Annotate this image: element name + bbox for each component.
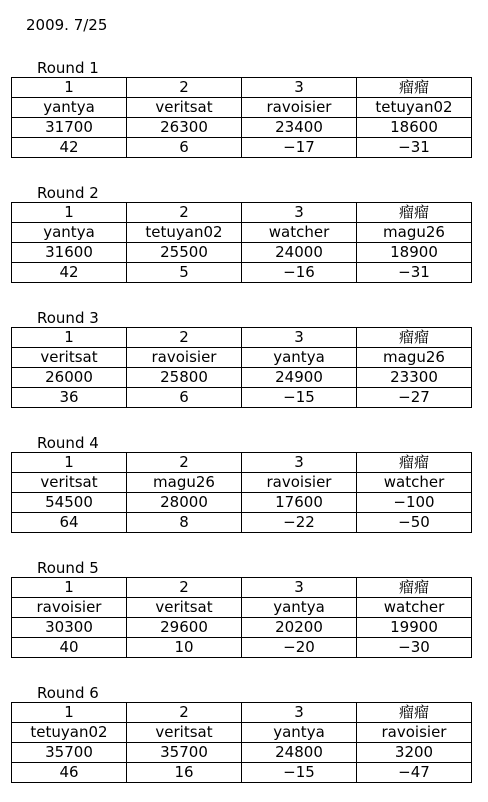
rank-cell: 瘤瘤 [357,78,472,98]
round-table [11,702,472,783]
rank-cell: 1 [12,78,127,98]
score-cell: 18600 [357,118,472,138]
player-row [12,598,472,618]
player-cell: magu26 [357,223,472,243]
rank-cell: 瘤瘤 [357,453,472,473]
points-cell: −47 [357,763,472,783]
score-cell: 35700 [127,743,242,763]
points-cell: −31 [357,263,472,283]
rank-cell: 1 [12,578,127,598]
rank-cell: 2 [127,453,242,473]
points-cell: −15 [242,388,357,408]
player-cell: tetuyan02 [12,723,127,743]
player-cell: yantya [242,723,357,743]
score-row [12,743,472,763]
points-cell: 42 [12,138,127,158]
round-title: Round 5 [37,559,99,577]
rank-cell: 3 [242,578,357,598]
rank-row [12,78,472,98]
score-row [12,118,472,138]
rank-cell: 瘤瘤 [357,328,472,348]
round-title: Round 1 [37,59,99,77]
player-cell: magu26 [357,348,472,368]
score-cell: 31600 [12,243,127,263]
rank-cell: 3 [242,453,357,473]
score-cell: 18900 [357,243,472,263]
round-table [11,577,472,658]
rank-cell: 3 [242,328,357,348]
rank-cell: 2 [127,703,242,723]
points-cell: −30 [357,638,472,658]
score-cell: 31700 [12,118,127,138]
points-cell: −22 [242,513,357,533]
rank-row [12,453,472,473]
rank-cell: 瘤瘤 [357,578,472,598]
points-cell: −17 [242,138,357,158]
score-cell: −100 [357,493,472,513]
player-cell: yantya [242,598,357,618]
player-cell: yantya [242,348,357,368]
player-cell: tetuyan02 [357,98,472,118]
player-cell: ravoisier [127,348,242,368]
rank-cell: 2 [127,328,242,348]
points-cell: −50 [357,513,472,533]
date-label: 2009. 7/25 [26,16,108,34]
points-cell: 64 [12,513,127,533]
player-cell: watcher [357,473,472,493]
player-cell: veritsat [127,723,242,743]
round-title: Round 3 [37,309,99,327]
rank-cell: 3 [242,203,357,223]
player-row [12,723,472,743]
score-cell: 26000 [12,368,127,388]
rank-cell: 3 [242,703,357,723]
player-cell: watcher [242,223,357,243]
score-cell: 23400 [242,118,357,138]
score-cell: 54500 [12,493,127,513]
rank-cell: 1 [12,328,127,348]
points-row [12,638,472,658]
rank-cell: 1 [12,203,127,223]
player-row [12,223,472,243]
round-table [11,202,472,283]
points-row [12,138,472,158]
score-row [12,243,472,263]
rank-cell: 2 [127,578,242,598]
player-row [12,348,472,368]
round-table [11,452,472,533]
score-cell: 35700 [12,743,127,763]
rank-cell: 2 [127,78,242,98]
player-cell: veritsat [127,98,242,118]
round-title: Round 4 [37,434,99,452]
player-cell: ravoisier [242,473,357,493]
rank-row [12,578,472,598]
score-cell: 17600 [242,493,357,513]
points-row [12,763,472,783]
rank-cell: 1 [12,703,127,723]
points-cell: 5 [127,263,242,283]
score-cell: 25800 [127,368,242,388]
score-cell: 24900 [242,368,357,388]
score-cell: 20200 [242,618,357,638]
score-cell: 19900 [357,618,472,638]
rank-cell: 2 [127,203,242,223]
player-cell: ravoisier [12,598,127,618]
rank-cell: 瘤瘤 [357,203,472,223]
player-cell: yantya [12,98,127,118]
points-cell: −31 [357,138,472,158]
player-cell: tetuyan02 [127,223,242,243]
player-cell: yantya [12,223,127,243]
points-cell: 16 [127,763,242,783]
score-cell: 28000 [127,493,242,513]
points-cell: −16 [242,263,357,283]
score-cell: 24000 [242,243,357,263]
rank-cell: 瘤瘤 [357,703,472,723]
points-cell: 42 [12,263,127,283]
points-cell: 8 [127,513,242,533]
player-cell: watcher [357,598,472,618]
score-cell: 24800 [242,743,357,763]
player-cell: veritsat [127,598,242,618]
round-title: Round 2 [37,184,99,202]
player-cell: magu26 [127,473,242,493]
player-row [12,98,472,118]
round-table [11,77,472,158]
score-cell: 25500 [127,243,242,263]
points-cell: −15 [242,763,357,783]
score-row [12,493,472,513]
rank-cell: 1 [12,453,127,473]
score-row [12,618,472,638]
points-cell: 46 [12,763,127,783]
round-table [11,327,472,408]
score-cell: 26300 [127,118,242,138]
player-cell: veritsat [12,348,127,368]
score-cell: 29600 [127,618,242,638]
points-row [12,263,472,283]
points-cell: −27 [357,388,472,408]
points-row [12,513,472,533]
points-cell: 10 [127,638,242,658]
rank-row [12,203,472,223]
player-row [12,473,472,493]
rank-row [12,328,472,348]
player-cell: ravoisier [357,723,472,743]
score-cell: 23300 [357,368,472,388]
score-cell: 30300 [12,618,127,638]
points-cell: −20 [242,638,357,658]
points-cell: 40 [12,638,127,658]
score-row [12,368,472,388]
player-cell: veritsat [12,473,127,493]
round-title: Round 6 [37,684,99,702]
points-row [12,388,472,408]
points-cell: 6 [127,138,242,158]
score-cell: 3200 [357,743,472,763]
points-cell: 6 [127,388,242,408]
rank-row [12,703,472,723]
player-cell: ravoisier [242,98,357,118]
rank-cell: 3 [242,78,357,98]
points-cell: 36 [12,388,127,408]
